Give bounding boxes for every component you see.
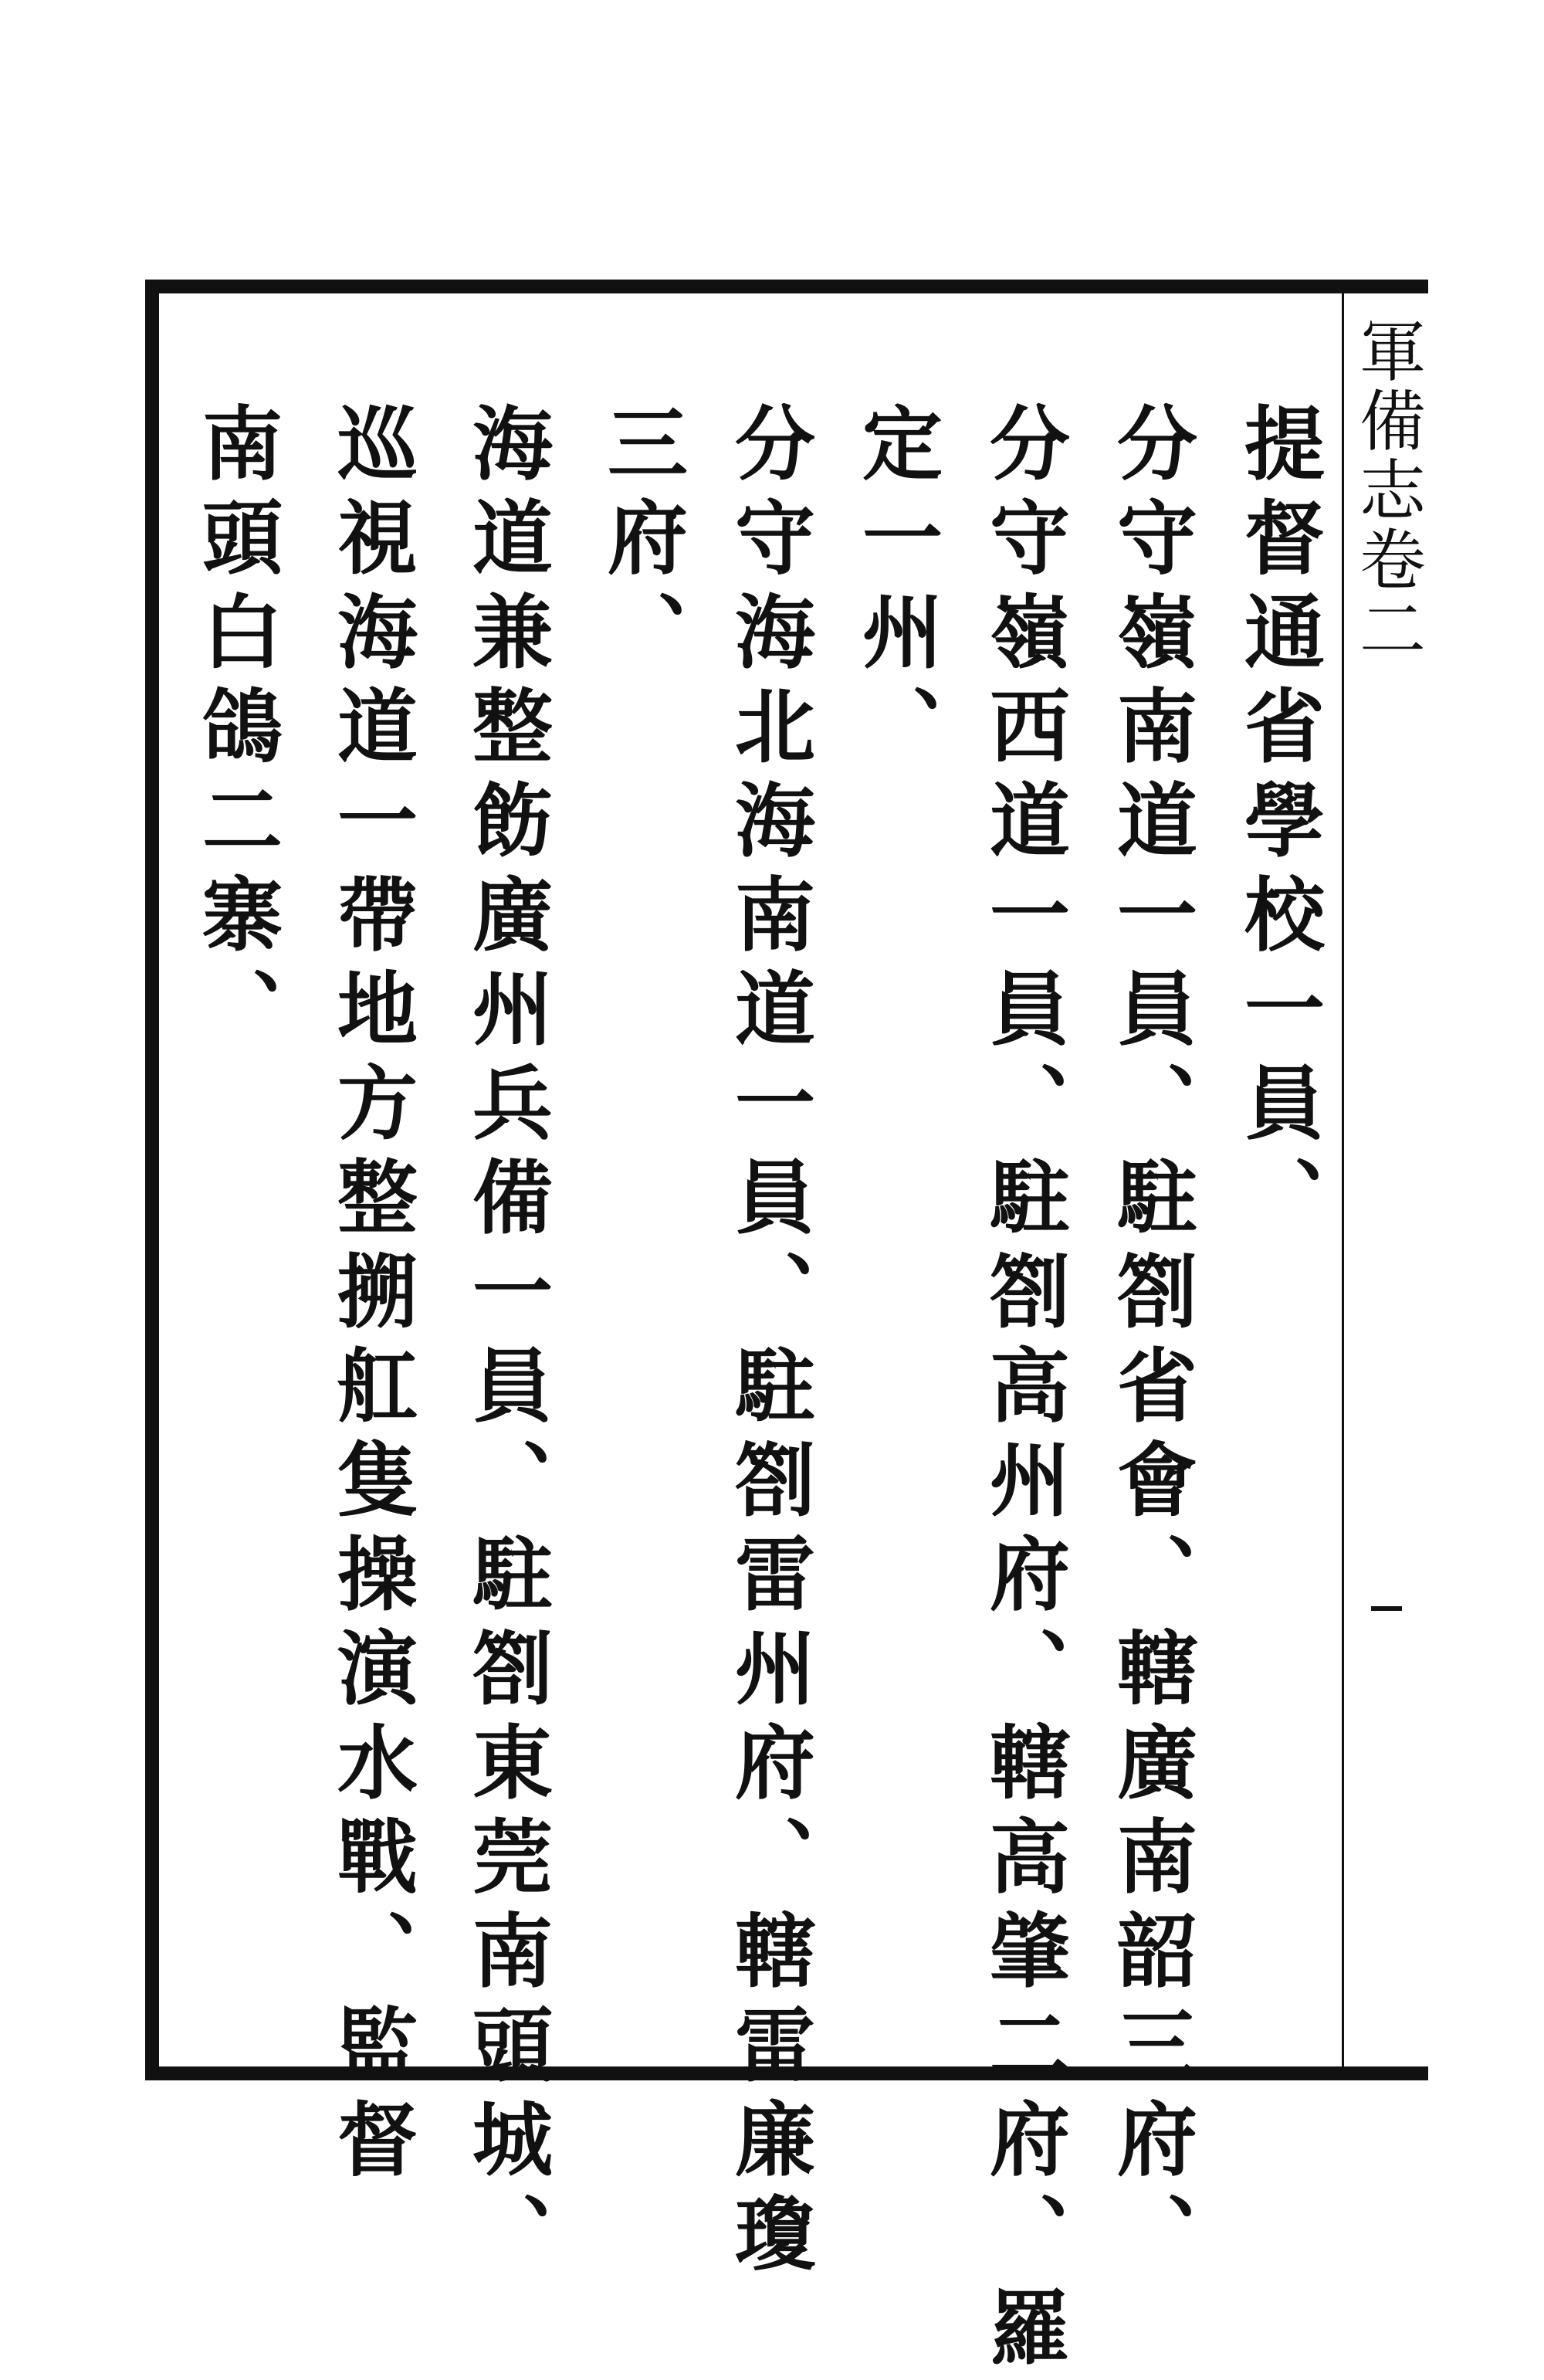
margin-divider <box>1342 293 1344 2066</box>
text-column-7: 海道兼整飭廣州兵備一員、駐劄東莞南頭城、 <box>459 402 554 2286</box>
text-column-8: 巡視海道一帶地方整搠舡隻操演水戰、監督 <box>323 402 418 2192</box>
chapter-title: 軍備志卷二 <box>1348 317 1425 664</box>
text-column-2: 分守嶺南道一員、駐劄省會、轄廣南韶三府、 <box>1103 402 1198 2286</box>
text-column-1: 提督通省學校一員、 <box>1231 402 1326 1249</box>
text-column-5: 分守海北海南道一員、駐劄雷州府、轄雷廉瓊 <box>721 402 816 2286</box>
text-column-6: 三府、 <box>594 402 689 684</box>
margin-strip <box>1348 293 1425 2066</box>
text-column-3: 分守嶺西道一員、駐劄高州府、轄高肇二府、羅 <box>976 402 1071 2380</box>
margin-fold-mark <box>1371 1606 1402 1611</box>
text-column-9: 南頭白鴿二寨、 <box>188 402 283 1061</box>
text-column-4: 定一州、 <box>848 402 943 778</box>
